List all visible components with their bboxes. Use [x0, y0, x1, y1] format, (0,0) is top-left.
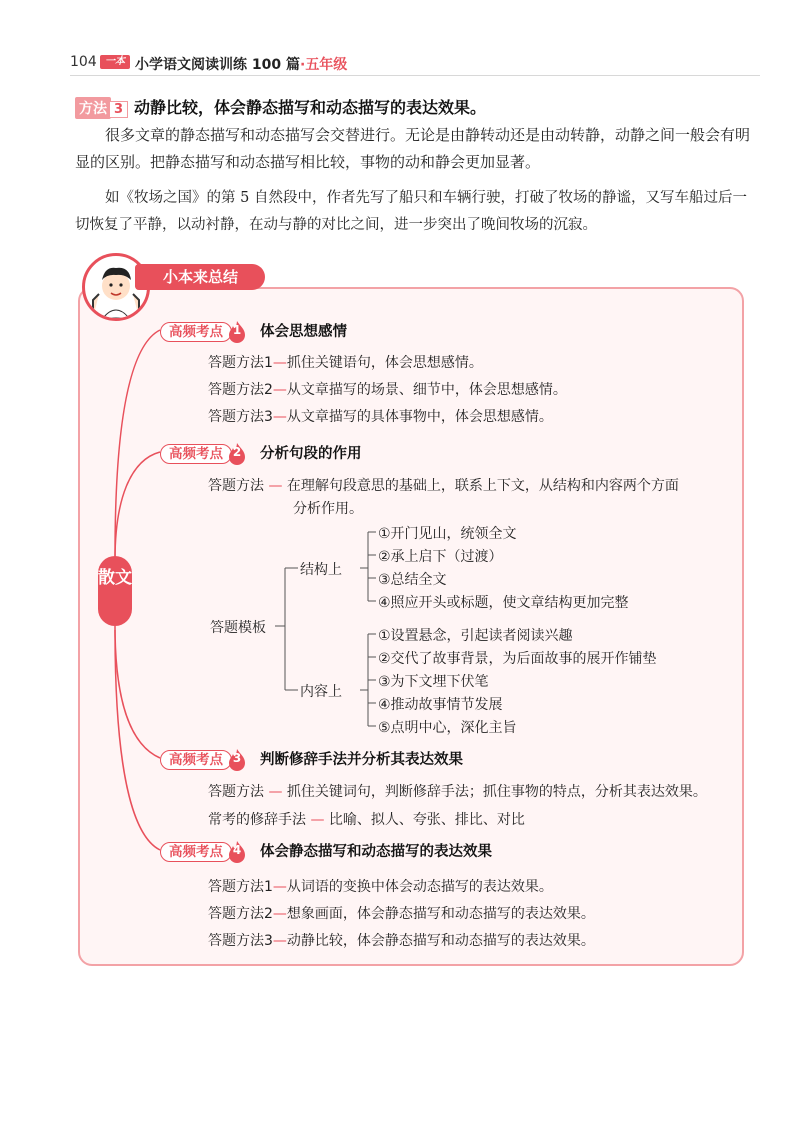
structure-label: 结构上 [300, 562, 342, 578]
line-text: 比喻、拟人、夸张、排比、对比 [328, 812, 525, 828]
flame-icon [228, 749, 246, 771]
content-item: ③为下文埋下伏笔 [378, 674, 489, 690]
method-tag: 方法 [75, 97, 111, 119]
kp2-method-cont: 分析作用。 [293, 501, 363, 517]
flame-icon [228, 841, 246, 863]
line-label: 答题方法1 [208, 879, 273, 895]
line-label: 答题方法2 [208, 382, 273, 398]
kp-number: 1 [232, 322, 242, 337]
key-point-1 [160, 320, 347, 340]
line-label: 答题方法3 [208, 409, 273, 425]
structure-item: ④照应开头或标题，使文章结构更加完整 [378, 595, 629, 611]
grade-label: 五年级 [305, 57, 348, 73]
kp-label: 高频考点 [160, 444, 232, 464]
paragraph-1: 很多文章的静态描写和动态描写会交替进行。无论是由静转动还是由动转静，动静之间一般会有明显的区别。把静态描写和动态描写相比较，事物的动和静会更加显著。 [75, 126, 751, 171]
line-label: 答题方法1 [208, 355, 273, 371]
title-separator: · [299, 57, 306, 73]
kp4-line-2: 答题方法2—想象画面，体会静态描写和动态描写的表达效果。 [208, 906, 595, 922]
line-text: 从文章描写的场景、细节中，体会思想感情。 [286, 382, 567, 398]
kp-label: 高频考点 [160, 750, 232, 770]
kp-label: 高频考点 [160, 842, 232, 862]
line-text: 在理解句段意思的基础上，联系上下文，从结构和内容两个方面 [286, 478, 679, 494]
kp1-line-1: 答题方法1—抓住关键语句，体会思想感情。 [208, 355, 483, 371]
kp3-line-2: 常考的修辞手法 — 比喻、拟人、夸张、排比、对比 [208, 812, 525, 828]
method-heading [75, 95, 486, 119]
page-header [70, 50, 760, 78]
line-text: 抓住关键词句，判断修辞手法；抓住事物的特点，分析其表达效果。 [286, 784, 707, 800]
template-label: 答题模板 [210, 620, 266, 636]
kp-title: 体会思想感情 [260, 324, 347, 340]
kp-title: 分析句段的作用 [260, 446, 362, 462]
book-title-text: 小学语文阅读训练 100 篇 [135, 57, 300, 73]
key-point-3 [160, 748, 463, 768]
content-item: ①设置悬念，引起读者阅读兴趣 [378, 628, 573, 644]
publisher-logo: 一本 [100, 55, 130, 69]
content-item: ②交代了故事背景，为后面故事的展开作铺垫 [378, 651, 657, 667]
line-label: 答题方法3 [208, 933, 273, 949]
key-point-4 [160, 840, 492, 860]
line-text: 动静比较，体会静态描写和动态描写的表达效果。 [286, 933, 595, 949]
line-label: 答题方法2 [208, 906, 273, 922]
line-label: 答题方法 [208, 478, 264, 494]
paragraph-2: 如《牧场之国》的第 5 自然段中，作者先写了船只和车辆行驶，打破了牧场的静谧，又写车船过后一切恢复了平静，以动衬静，在动与静的对比之间，进一步突出了晚间牧场的沉寂。 [75, 190, 747, 233]
line-text: 从文章描写的具体事物中，体会思想感情。 [286, 409, 553, 425]
kp1-line-3: 答题方法3—从文章描写的具体事物中，体会思想感情。 [208, 409, 553, 425]
kp-label: 高频考点 [160, 322, 232, 342]
method-number: 3 [109, 101, 128, 118]
line-text: 从词语的变换中体会动态描写的表达效果。 [286, 879, 553, 895]
kp-title: 判断修辞手法并分析其表达效果 [260, 752, 463, 768]
kp4-line-1: 答题方法1—从词语的变换中体会动态描写的表达效果。 [208, 879, 553, 895]
content-label: 内容上 [300, 684, 342, 700]
kp3-line-1: 答题方法 — 抓住关键词句，判断修辞手法；抓住事物的特点，分析其表达效果。 [208, 784, 707, 800]
page-number: 104 [70, 54, 97, 70]
kp-number: 3 [232, 750, 242, 765]
kp4-line-3: 答题方法3—动静比较，体会静态描写和动态描写的表达效果。 [208, 933, 595, 949]
key-point-2 [160, 442, 362, 462]
kp1-line-2: 答题方法2—从文章描写的场景、细节中，体会思想感情。 [208, 382, 567, 398]
content-item: ⑤点明中心，深化主旨 [378, 720, 517, 736]
flame-icon [228, 321, 246, 343]
summary-title: 小本来总结 [135, 264, 265, 290]
kp2-method: 答题方法 — 在理解句段意思的基础上，联系上下文，从结构和内容两个方面 [208, 478, 679, 494]
structure-item: ③总结全文 [378, 572, 447, 588]
content-item: ④推动故事情节发展 [378, 697, 503, 713]
kp-number: 4 [232, 842, 242, 857]
header-divider [70, 75, 760, 76]
kp-title: 体会静态描写和动态描写的表达效果 [260, 844, 492, 860]
kp-number: 2 [232, 444, 242, 459]
line-text: 抓住关键语句，体会思想感情。 [286, 355, 483, 371]
line-label: 常考的修辞手法 [208, 812, 306, 828]
book-title [135, 54, 347, 74]
line-label: 答题方法 [208, 784, 264, 800]
structure-item: ①开门见山，统领全文 [378, 526, 517, 542]
method-title: 动静比较，体会静态描写和动态描写的表达效果。 [134, 98, 487, 117]
structure-item: ②承上启下（过渡） [378, 549, 503, 565]
category-badge: 散文 [98, 556, 132, 626]
flame-icon [228, 443, 246, 465]
line-text: 想象画面，体会静态描写和动态描写的表达效果。 [286, 906, 595, 922]
